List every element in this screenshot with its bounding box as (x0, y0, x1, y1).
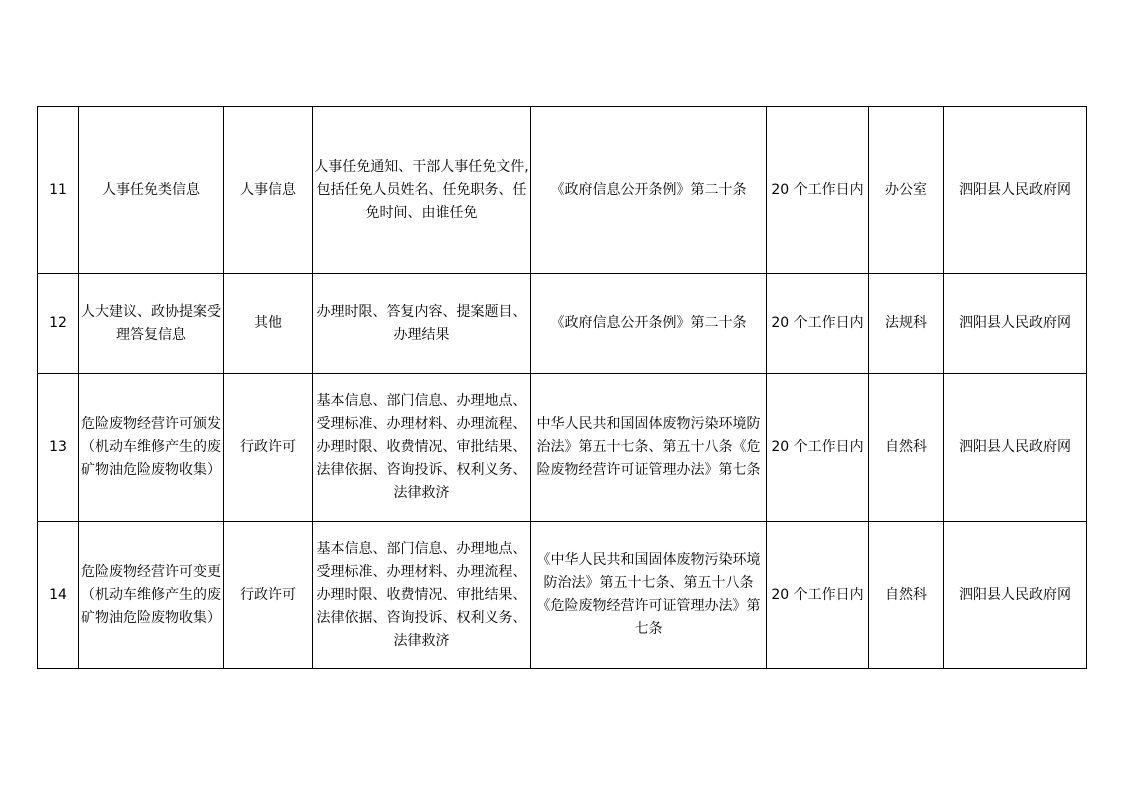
item-basis: 《政府信息公开条例》第二十条 (531, 107, 767, 274)
item-category: 行政许可 (224, 374, 313, 522)
item-category: 人事信息 (224, 107, 313, 274)
row-number: 11 (38, 107, 79, 274)
item-basis: 《政府信息公开条例》第二十条 (531, 274, 767, 374)
item-channel: 泗阳县人民政府网 (944, 274, 1087, 374)
item-department: 自然科 (869, 522, 944, 669)
item-deadline: 20 个工作日内 (767, 107, 869, 274)
item-content: 人事任免通知、干部人事任免文件, 包括任免人员姓名、任免职务、任免时间、由谁任免 (313, 107, 531, 274)
row-number: 14 (38, 522, 79, 669)
item-content: 基本信息、部门信息、办理地点、受理标准、办理材料、办理流程、办理时限、收费情况、审批结果、法律依据、咨询投诉、权利义务、法律救济 (313, 522, 531, 669)
item-name: 人事任免类信息 (79, 107, 224, 274)
table-row (38, 274, 1087, 374)
item-content: 办理时限、答复内容、提案题目、办理结果 (313, 274, 531, 374)
item-department: 办公室 (869, 107, 944, 274)
item-deadline: 20 个工作日内 (767, 274, 869, 374)
item-channel: 泗阳县人民政府网 (944, 374, 1087, 522)
item-department: 自然科 (869, 374, 944, 522)
row-number: 12 (38, 274, 79, 374)
table-row (38, 522, 1087, 669)
disclosure-table (37, 106, 1087, 669)
table-row (38, 107, 1087, 274)
table-row (38, 374, 1087, 522)
item-name: 危险废物经营许可变更（机动车维修产生的废矿物油危险废物收集） (79, 522, 224, 669)
item-category: 行政许可 (224, 522, 313, 669)
item-content: 基本信息、部门信息、办理地点、受理标准、办理材料、办理流程、办理时限、收费情况、审批结果、法律依据、咨询投诉、权利义务、法律救济 (313, 374, 531, 522)
item-deadline: 20 个工作日内 (767, 374, 869, 522)
item-deadline: 20 个工作日内 (767, 522, 869, 669)
item-category: 其他 (224, 274, 313, 374)
item-channel: 泗阳县人民政府网 (944, 522, 1087, 669)
item-basis: 中华人民共和国固体废物污染环境防治法》第五十七条、第五十八条《危险废物经营许可证管理办法》第七条 (531, 374, 767, 522)
item-name: 危险废物经营许可颁发（机动车维修产生的废矿物油危险废物收集） (79, 374, 224, 522)
item-basis: 《中华人民共和国固体废物污染环境防治法》第五十七条、第五十八条《危险废物经营许可证管理办法》第七条 (531, 522, 767, 669)
item-channel: 泗阳县人民政府网 (944, 107, 1087, 274)
item-department: 法规科 (869, 274, 944, 374)
item-name: 人大建议、政协提案受理答复信息 (79, 274, 224, 374)
row-number: 13 (38, 374, 79, 522)
